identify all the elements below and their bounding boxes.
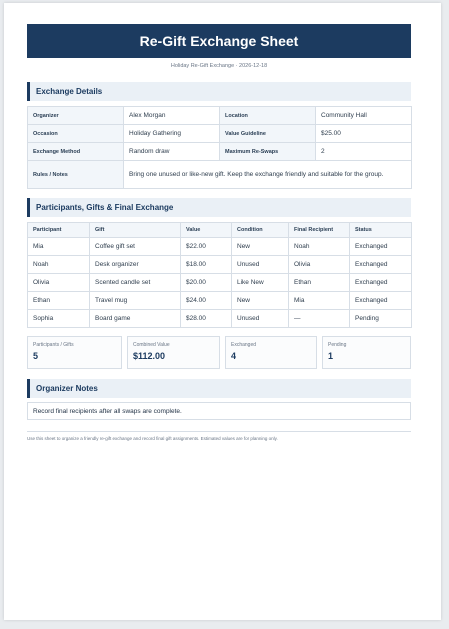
section-heading-organizer-notes: Organizer Notes (27, 379, 411, 398)
table-cell: Exchanged (350, 238, 412, 256)
table-row (28, 256, 412, 274)
table-cell: Board game (90, 310, 181, 328)
divider (27, 431, 411, 432)
organizer-notes-text: Record final recipients after all swaps are complete. (27, 402, 411, 420)
column-header: Status (350, 223, 412, 238)
table-cell: $18.00 (181, 256, 232, 274)
section-heading-exchange-details: Exchange Details (27, 82, 411, 101)
table-cell: $20.00 (181, 274, 232, 292)
table-cell: Exchanged (350, 256, 412, 274)
summary-value: 5 (33, 351, 39, 361)
column-header: Value (181, 223, 232, 238)
table-cell: Unused (232, 256, 289, 274)
rules-value: Bring one unused or like-new gift. Keep the exchange friendly and suitable for the group. (124, 161, 412, 189)
table-cell: Ethan (289, 274, 350, 292)
table-cell: Like New (232, 274, 289, 292)
page-title: Re-Gift Exchange Sheet (27, 24, 411, 58)
summary-label: Exchanged (231, 342, 257, 348)
column-header: Gift (90, 223, 181, 238)
organizer-value: Alex Morgan (124, 107, 220, 125)
table-cell: $24.00 (181, 292, 232, 310)
footer-note: Use this sheet to organize a friendly re-gift exchange and record final gift assignments. Estimated values are for planning only. (27, 436, 278, 441)
summary-value: 1 (328, 351, 334, 361)
column-header: Condition (232, 223, 289, 238)
details-row (28, 143, 412, 161)
table-cell: Mia (28, 238, 90, 256)
table-cell: Coffee gift set (90, 238, 181, 256)
summary-card-pending (322, 336, 411, 369)
occasion-value: Holiday Gathering (124, 125, 220, 143)
value-guideline-value: $25.00 (316, 125, 412, 143)
organizer-label: Organizer (28, 107, 124, 125)
location-label: Location (220, 107, 316, 125)
location-value: Community Hall (316, 107, 412, 125)
table-cell: Noah (289, 238, 350, 256)
table-cell: Unused (232, 310, 289, 328)
max-reswaps-value: 2 (316, 143, 412, 161)
page-subtitle: Holiday Re-Gift Exchange · 2026-12-18 (170, 63, 268, 69)
rules-label: Rules / Notes (28, 161, 124, 189)
summary-card-combined-value (127, 336, 220, 369)
table-cell: New (232, 238, 289, 256)
summary-label: Combined Value (133, 342, 170, 348)
summary-label: Participants / Gifts (33, 342, 74, 348)
table-cell: Pending (350, 310, 412, 328)
table-row (28, 292, 412, 310)
column-header: Final Recipient (289, 223, 350, 238)
table-cell: — (289, 310, 350, 328)
table-cell: Noah (28, 256, 90, 274)
table-cell: Exchanged (350, 292, 412, 310)
column-header: Participant (28, 223, 90, 238)
table-cell: Scented candle set (90, 274, 181, 292)
table-cell: Olivia (289, 256, 350, 274)
summary-card-participants (27, 336, 122, 369)
exchange-method-label: Exchange Method (28, 143, 124, 161)
table-cell: $28.00 (181, 310, 232, 328)
section-heading-participants: Participants, Gifts & Final Exchange (27, 198, 411, 217)
details-row (28, 107, 412, 125)
details-row (28, 125, 412, 143)
table-row (28, 238, 412, 256)
exchange-details-table (27, 106, 412, 189)
table-cell: Exchanged (350, 274, 412, 292)
table-cell: Mia (289, 292, 350, 310)
value-guideline-label: Value Guideline (220, 125, 316, 143)
summary-value: 4 (231, 351, 237, 361)
summary-label: Pending (328, 342, 347, 348)
table-cell: Olivia (28, 274, 90, 292)
table-cell: Desk organizer (90, 256, 181, 274)
table-row (28, 274, 412, 292)
exchange-method-value: Random draw (124, 143, 220, 161)
table-cell: New (232, 292, 289, 310)
max-reswaps-label: Maximum Re-Swaps (220, 143, 316, 161)
summary-value: $112.00 (133, 351, 166, 361)
summary-card-exchanged (225, 336, 317, 369)
table-header-row (28, 223, 412, 238)
table-cell: Sophia (28, 310, 90, 328)
table-row (28, 310, 412, 328)
table-cell: Travel mug (90, 292, 181, 310)
details-row (28, 161, 412, 189)
table-cell: Ethan (28, 292, 90, 310)
participants-table (27, 222, 412, 328)
table-cell: $22.00 (181, 238, 232, 256)
occasion-label: Occasion (28, 125, 124, 143)
